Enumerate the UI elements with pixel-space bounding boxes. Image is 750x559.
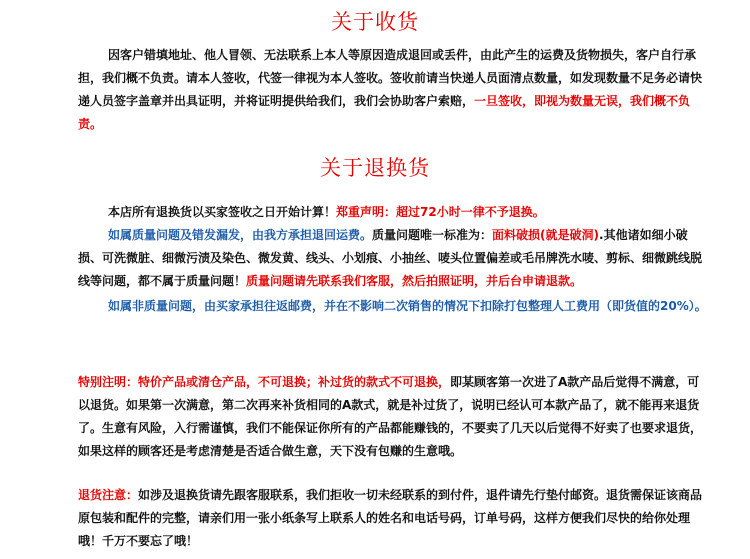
quality-contact-notice: 质量问题请先联系我们客服，然后拍照证明，并后台申请退款。	[246, 274, 583, 288]
receiving-text: 因客户错填地址、他人冒领、无法联系上本人等原因造成退回或丢件，由此产生的运费及货物损失，客户自行承担，我们概不负责。请本人签收，代签一律视为本人签收。签收前请当快递人员面清点数量，如发现数量不足务必请快递人员签字盖章并出具证明，并将证明提供给我们，我们会协助客户索赔，	[78, 48, 703, 108]
special-note-paragraph	[78, 371, 710, 463]
returns-paragraph-1	[78, 201, 710, 224]
quality-standard-label: 质量问题唯一标准为：	[372, 228, 493, 242]
returns-start-text: 本店所有退换货以买家签收之日开始计算！	[108, 205, 337, 219]
return-notice-paragraph	[78, 484, 710, 553]
receiving-title: 关于收货	[331, 10, 419, 34]
receiving-paragraph	[78, 44, 710, 136]
returns-paragraph-2	[78, 224, 710, 293]
non-quality-paragraph: 如属非质量问题，由买家承担往返邮费，并在不影响二次销售的情况下扣除打包整理人工费用（即货值的20%）。	[108, 299, 707, 313]
quality-issue-text: 如属质量问题及错发漏发，由我方承担退回运费。	[108, 228, 373, 242]
receiving-warning: 一旦签收，即视为数量无误，我们概不负责。	[78, 94, 691, 131]
special-note-label: 特别注明：特价产品或清仓产品，不可退换；补过货的款式不可退换，	[78, 375, 451, 389]
special-note-text: 即某顾客第一次进了A款产品后觉得不满意，可以退货。如果第一次满意，第二次再来补货相同的A款式，就是补过货了，说明已经认可本款产品了，就不能再来退货了。生意有风险，入行需谨慎，我们不能保证你所有的产品都能赚钱的，不要卖了几天以后觉得不好卖了也要求退货，如果这样的顾客还是考虑清楚是否适合做生意，天下没有包赚的生意哦。	[78, 375, 703, 458]
returns-title: 关于退换货	[320, 156, 430, 180]
quality-standard-value: 面料破损(就是破洞)	[492, 228, 600, 242]
return-notice-text: 如涉及退换货请先跟客服联系，我们拒收一切未经联系的到付件，退件请先行垫付邮资。退货需保证该商品原包装和配件的完整，请亲们用一张小纸条写上联系人的姓名和电话号码，订单号码，这样方便我们尽快的给你处理哦！千万不要忘了哦！	[78, 488, 703, 548]
non-quality-examples: .其他诸如细小破损、可洗微脏、细微污渍及染色、微发黄、线头、小划痕、小抽丝、唛头位置偏差或毛吊牌洗水唛、剪标、细微跳线脱线等问题，都不属于质量问题！	[78, 228, 703, 288]
return-notice-label: 退货注意：	[78, 488, 139, 502]
returns-72h-notice: 郑重声明：超过72小时一律不予退换。	[336, 205, 545, 219]
